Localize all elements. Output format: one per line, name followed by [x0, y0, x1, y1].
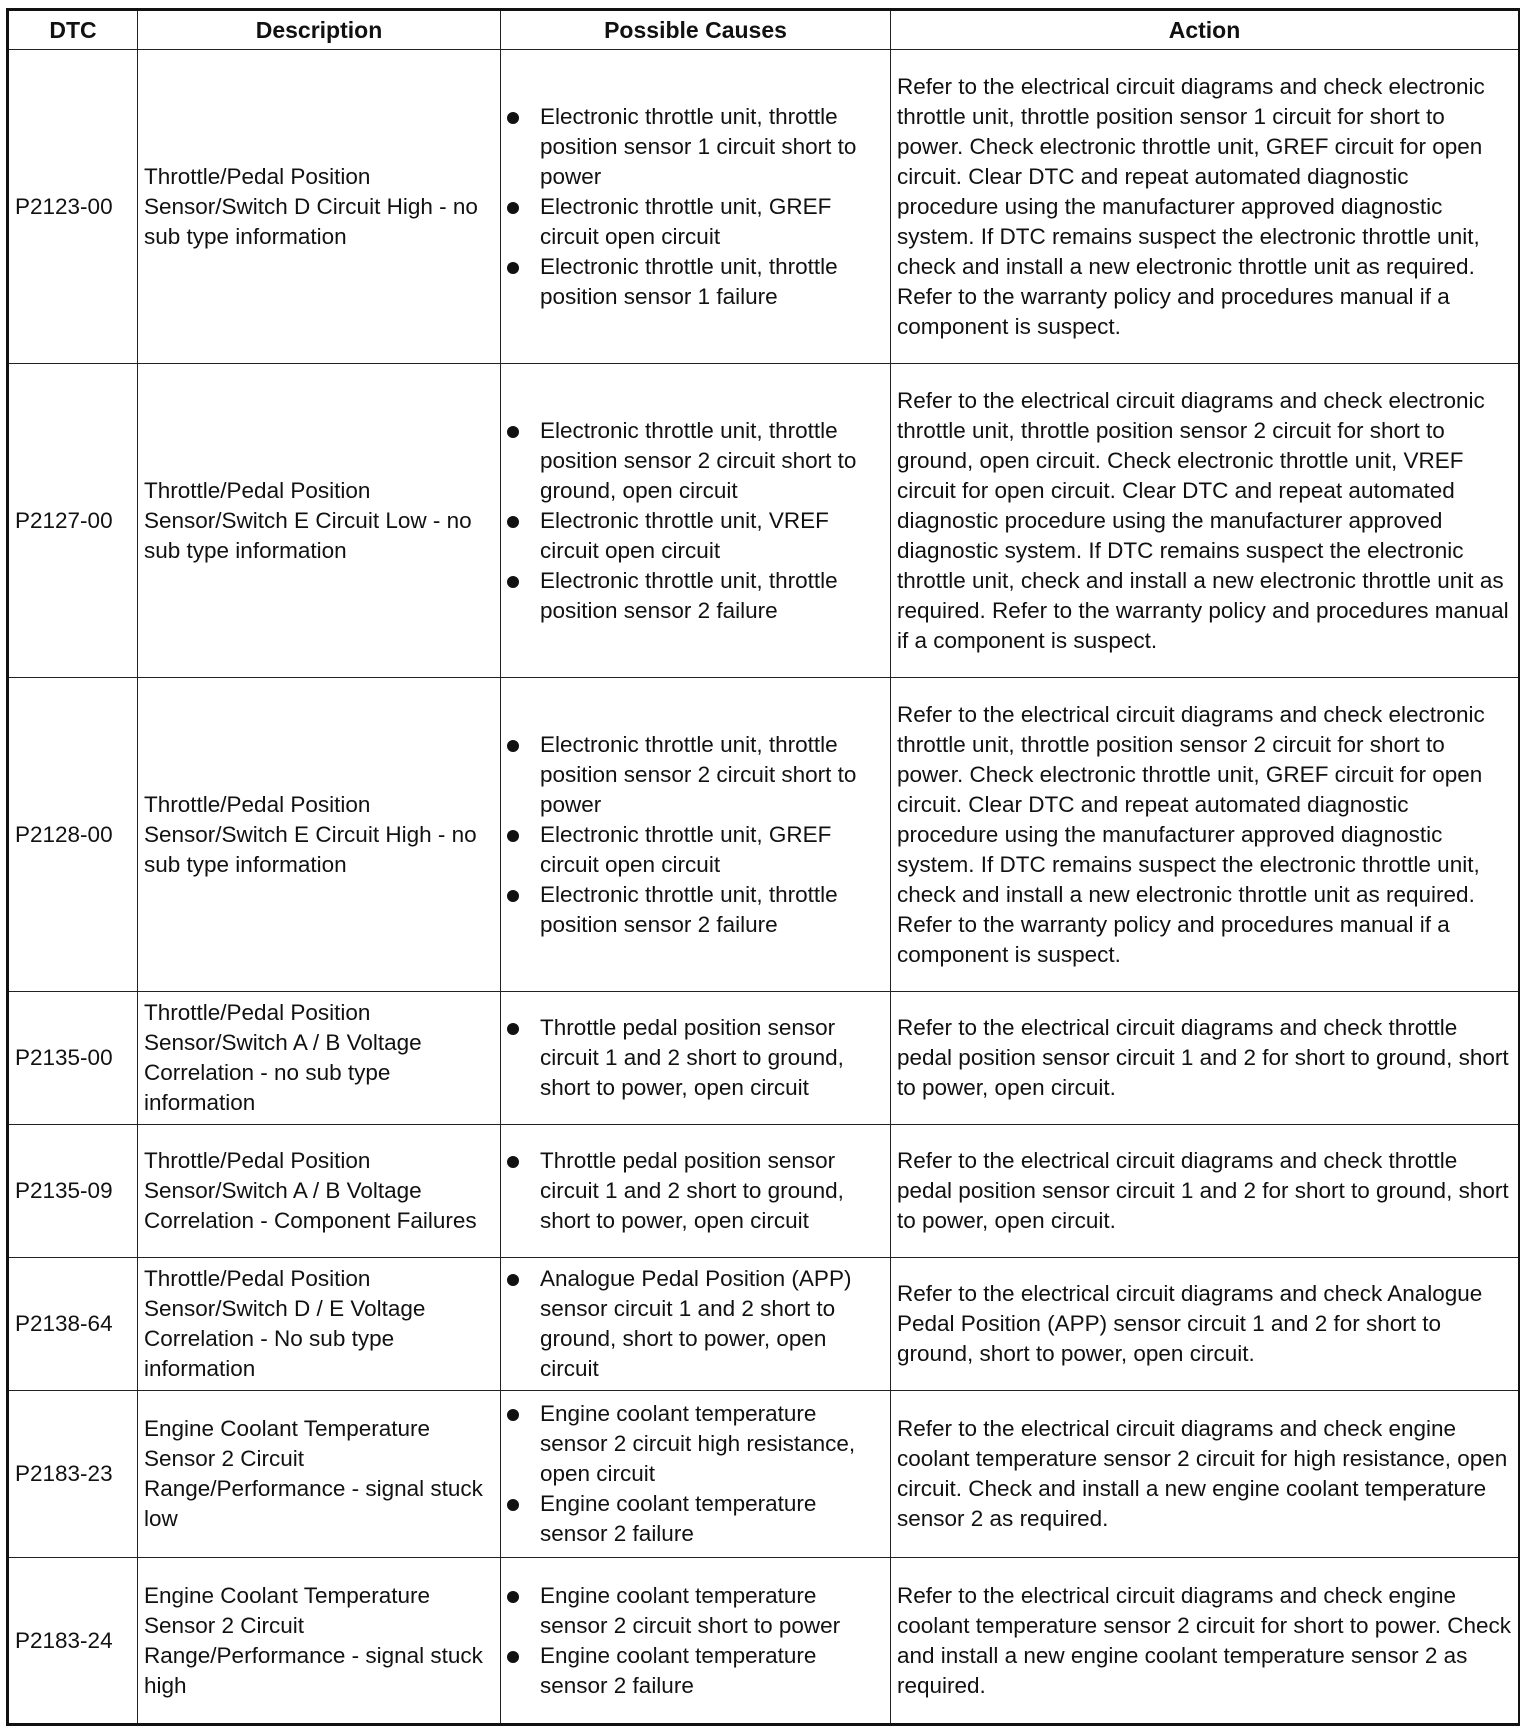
dtc-action: Refer to the electrical circuit diagrams and check throttle pedal position sensor circuit 1 and 2 for short to ground, short to power, open circuit. [891, 1125, 1520, 1258]
table-row [8, 1258, 1520, 1391]
possible-causes-cell [501, 678, 891, 992]
possible-causes-cell [501, 1558, 891, 1725]
bullet-icon [507, 1499, 519, 1511]
dtc-description: Throttle/Pedal Position Sensor/Switch A / B Voltage Correlation - no sub type information [138, 992, 501, 1125]
table-row [8, 1558, 1520, 1725]
dtc-code: P2135-00 [8, 992, 138, 1125]
header-dtc: DTC [8, 10, 138, 50]
dtc-description: Throttle/Pedal Position Sensor/Switch E Circuit High - no sub type information [138, 678, 501, 992]
dtc-description: Throttle/Pedal Position Sensor/Switch D / E Voltage Correlation - No sub type information [138, 1258, 501, 1391]
possible-cause-item [507, 1146, 884, 1236]
dtc-description: Engine Coolant Temperature Sensor 2 Circuit Range/Performance - signal stuck high [138, 1558, 501, 1725]
possible-cause-item [507, 1264, 884, 1384]
possible-cause-item [507, 1489, 884, 1549]
bullet-icon [507, 1274, 519, 1286]
bullet-icon [507, 202, 519, 214]
dtc-table-body [8, 50, 1520, 1725]
possible-cause-item [507, 252, 884, 312]
dtc-action: Refer to the electrical circuit diagrams and check engine coolant temperature sensor 2 circuit for high resistance, open circuit. Check and install a new engine coolant temperature sensor 2 as required. [891, 1391, 1520, 1558]
header-action: Action [891, 10, 1520, 50]
possible-causes-cell [501, 1125, 891, 1258]
bullet-icon [507, 1591, 519, 1603]
dtc-description: Throttle/Pedal Position Sensor/Switch E Circuit Low - no sub type information [138, 364, 501, 678]
header-description: Description [138, 10, 501, 50]
bullet-icon [507, 112, 519, 124]
possible-cause-item [507, 416, 884, 506]
dtc-description: Engine Coolant Temperature Sensor 2 Circuit Range/Performance - signal stuck low [138, 1391, 501, 1558]
possible-causes-list [507, 102, 884, 312]
bullet-icon [507, 1023, 519, 1035]
bullet-icon [507, 740, 519, 752]
dtc-action: Refer to the electrical circuit diagrams and check Analogue Pedal Position (APP) sensor circuit 1 and 2 for short to ground, short to power, open circuit. [891, 1258, 1520, 1391]
bullet-icon [507, 1409, 519, 1421]
table-row [8, 992, 1520, 1125]
possible-cause-text: Throttle pedal position sensor circuit 1 and 2 short to ground, short to power, open circuit [540, 1148, 844, 1233]
dtc-code: P2135-09 [8, 1125, 138, 1258]
dtc-code: P2138-64 [8, 1258, 138, 1391]
possible-cause-text: Engine coolant temperature sensor 2 failure [540, 1642, 817, 1698]
possible-cause-item [507, 1013, 884, 1103]
possible-cause-text: Electronic throttle unit, GREF circuit open circuit [540, 193, 832, 249]
possible-cause-text: Electronic throttle unit, VREF circuit open circuit [540, 507, 829, 563]
table-row [8, 1125, 1520, 1258]
bullet-icon [507, 576, 519, 588]
dtc-description: Throttle/Pedal Position Sensor/Switch A / B Voltage Correlation - Component Failures [138, 1125, 501, 1258]
possible-cause-text: Analogue Pedal Position (APP) sensor circuit 1 and 2 short to ground, short to power, open circuit [540, 1266, 852, 1381]
possible-cause-item [507, 1581, 884, 1641]
possible-cause-text: Electronic throttle unit, throttle position sensor 1 circuit short to power [540, 103, 857, 189]
bullet-icon [507, 516, 519, 528]
possible-causes-cell [501, 1391, 891, 1558]
possible-cause-item [507, 820, 884, 880]
possible-causes-list [507, 1146, 884, 1236]
possible-cause-text: Electronic throttle unit, throttle position sensor 2 failure [540, 567, 838, 623]
possible-causes-cell [501, 364, 891, 678]
possible-causes-cell [501, 1258, 891, 1391]
dtc-table [6, 8, 1520, 1726]
possible-cause-text: Electronic throttle unit, throttle position sensor 2 circuit short to ground, open circuit [540, 417, 857, 503]
possible-cause-text: Throttle pedal position sensor circuit 1 and 2 short to ground, short to power, open circuit [540, 1015, 844, 1100]
table-row [8, 364, 1520, 678]
possible-causes-cell [501, 50, 891, 364]
possible-cause-item [507, 192, 884, 252]
bullet-icon [507, 890, 519, 902]
dtc-code: P2123-00 [8, 50, 138, 364]
possible-causes-list [507, 1264, 884, 1384]
dtc-code: P2183-24 [8, 1558, 138, 1725]
header-possible-causes: Possible Causes [501, 10, 891, 50]
possible-cause-text: Electronic throttle unit, throttle position sensor 2 failure [540, 881, 838, 937]
bullet-icon [507, 830, 519, 842]
bullet-icon [507, 1651, 519, 1663]
bullet-icon [507, 1156, 519, 1168]
dtc-description: Throttle/Pedal Position Sensor/Switch D Circuit High - no sub type information [138, 50, 501, 364]
bullet-icon [507, 426, 519, 438]
dtc-action: Refer to the electrical circuit diagrams and check electronic throttle unit, throttle position sensor 2 circuit for short to ground, open circuit. Check electronic throttle unit, VREF circuit for open circuit. Clear DTC and repeat automated diagnostic procedure using the manufacturer approved diagnostic system. If DTC remains suspect the electronic throttle unit, check and install a new electronic throttle unit as required. Refer to the warranty policy and procedures manual if a component is suspect. [891, 364, 1520, 678]
table-row [8, 1391, 1520, 1558]
dtc-action: Refer to the electrical circuit diagrams and check engine coolant temperature sensor 2 circuit for short to power. Check and install a new engine coolant temperature sensor 2 as required. [891, 1558, 1520, 1725]
possible-causes-list [507, 416, 884, 626]
possible-cause-text: Engine coolant temperature sensor 2 failure [540, 1491, 817, 1546]
possible-cause-text: Electronic throttle unit, throttle position sensor 1 failure [540, 253, 838, 309]
possible-cause-item [507, 1641, 884, 1701]
dtc-code: P2128-00 [8, 678, 138, 992]
possible-cause-item [507, 880, 884, 940]
possible-causes-list [507, 1581, 884, 1701]
possible-cause-item [507, 566, 884, 626]
dtc-action: Refer to the electrical circuit diagrams and check electronic throttle unit, throttle position sensor 1 circuit for short to power. Check electronic throttle unit, GREF circuit for open circuit. Clear DTC and repeat automated diagnostic procedure using the manufacturer approved diagnostic system. If DTC remains suspect the electronic throttle unit, check and install a new electronic throttle unit as required. Refer to the warranty policy and procedures manual if a component is suspect. [891, 50, 1520, 364]
possible-cause-item [507, 730, 884, 820]
possible-cause-text: Electronic throttle unit, throttle position sensor 2 circuit short to power [540, 731, 857, 817]
possible-cause-text: Electronic throttle unit, GREF circuit open circuit [540, 821, 832, 877]
possible-causes-list [507, 730, 884, 940]
header-row [8, 10, 1520, 50]
dtc-document [6, 8, 1518, 1726]
possible-cause-item [507, 102, 884, 192]
bullet-icon [507, 262, 519, 274]
dtc-code: P2183-23 [8, 1391, 138, 1558]
possible-cause-item [507, 1399, 884, 1489]
possible-causes-cell [501, 992, 891, 1125]
table-row [8, 678, 1520, 992]
dtc-action: Refer to the electrical circuit diagrams and check throttle pedal position sensor circuit 1 and 2 for short to ground, short to power, open circuit. [891, 992, 1520, 1125]
table-row [8, 50, 1520, 364]
possible-causes-list [507, 1399, 884, 1549]
possible-causes-list [507, 1013, 884, 1103]
dtc-action: Refer to the electrical circuit diagrams and check electronic throttle unit, throttle position sensor 2 circuit for short to power. Check electronic throttle unit, GREF circuit for open circuit. Clear DTC and repeat automated diagnostic procedure using the manufacturer approved diagnostic system. If DTC remains suspect the electronic throttle unit, check and install a new electronic throttle unit as required. Refer to the warranty policy and procedures manual if a component is suspect. [891, 678, 1520, 992]
possible-cause-text: Engine coolant temperature sensor 2 circuit short to power [540, 1582, 841, 1638]
possible-cause-text: Engine coolant temperature sensor 2 circuit high resistance, open circuit [540, 1401, 856, 1486]
possible-cause-item [507, 506, 884, 566]
dtc-code: P2127-00 [8, 364, 138, 678]
